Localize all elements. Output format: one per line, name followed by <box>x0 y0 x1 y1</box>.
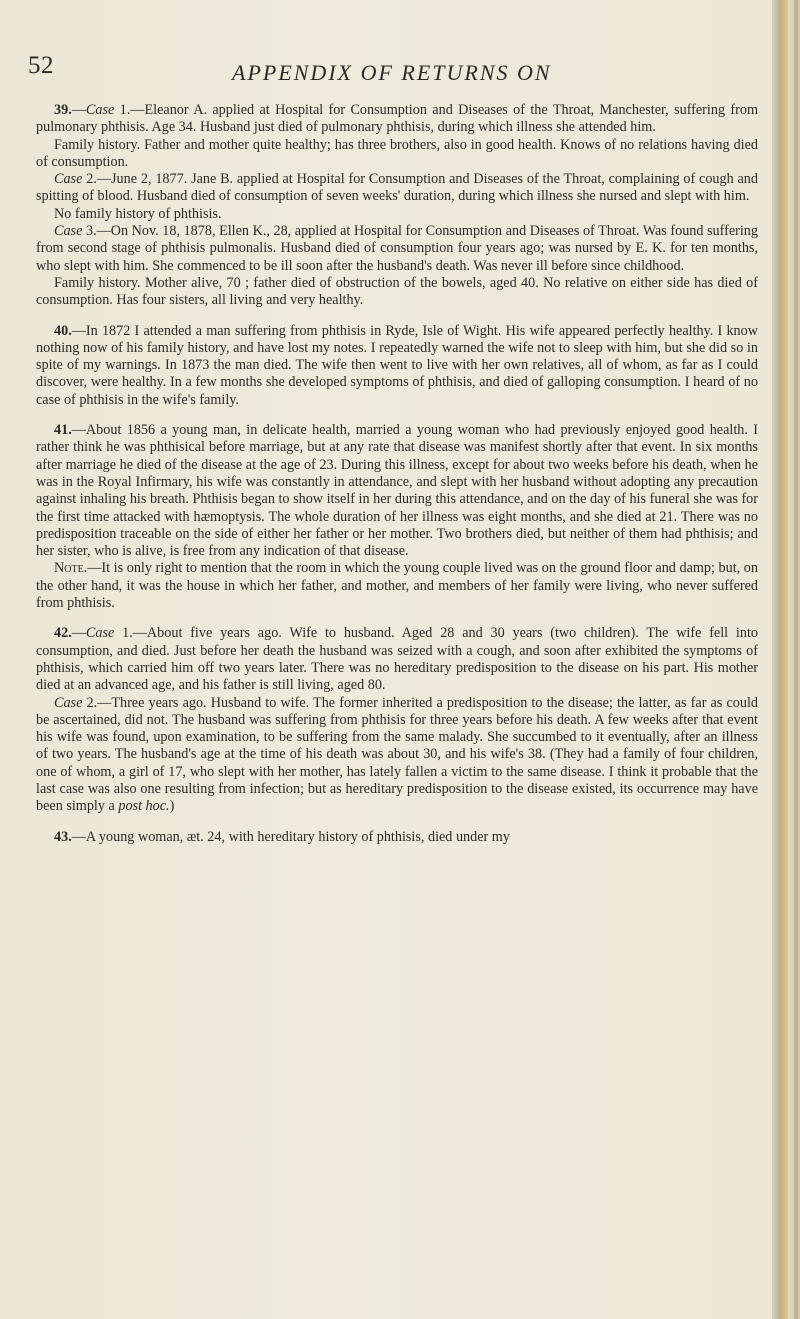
entry-number: 39. <box>54 102 72 118</box>
entry-dash: — <box>71 102 86 118</box>
post-hoc-phrase: post hoc. <box>118 798 170 815</box>
case-text: 3.—On Nov. 18, 1878, Ellen K., 28, applied at Hospital for Consumption and Diseases of Throat. Was found suffering from second stage of phthisis pulmonalis. Husband died of consumption four years ago; was nursed by E. K. for ten months, who slept with him. She commenced to be ill soon after the husband's death. Was never ill before since childhood. <box>36 223 758 274</box>
entry-text: —A young woman, æt. 24, with hereditary history of phthisis, died under my <box>71 828 510 845</box>
family-history: Family history. Mother alive, 70 ; father died of obstruction of the bowels, aged 40. No relative on either side has died of consumption. Has four sisters, all living and very healthy. <box>36 274 758 309</box>
case-text: 2.—Three years ago. Husband to wife. The former inherited a predisposition to the disease; the latter, as far as could be ascertained, did not. The husband was suffering from phthisis for three years before his death. A few weeks after that event his wife was found, upon examination, to be suffering from the same malady. She succumbed to it eventually, after an illness of two years. The husband's age at the time of his death was about 30, and his wife's 38. (They had a family of four children, one of whom, a girl of 17, who slept with her mother, has lately fallen a victim to the same disease. I think it probable that the last case was also one resulting from infection; but as hereditary predisposition to the disease existed, its occurrence may have been simply a <box>36 694 758 815</box>
note-label: Note. <box>54 560 88 577</box>
entry-number: 40. <box>54 322 72 339</box>
edge-stripe <box>794 0 798 1319</box>
entry-41 <box>36 422 758 560</box>
body-text <box>36 102 758 846</box>
case-label: Case <box>54 223 83 240</box>
case-label: Case <box>54 694 83 711</box>
page-number: 52 <box>28 52 54 79</box>
entry-39-case-3 <box>36 223 758 275</box>
entry-42-case-2 <box>36 695 758 816</box>
case-label: Case <box>54 171 83 188</box>
case-text: 2.—June 2, 1877. Jane B. applied at Hospital for Consumption and Diseases of the Throat, complaining of cough and spitting of blood. Husband died of consumption of seven weeks' duration, during which illness she nursed and slept with him. <box>36 171 758 205</box>
running-head: APPENDIX OF RETURNS ON <box>232 60 552 85</box>
entry-number: 41. <box>54 422 72 439</box>
entry-39-case-1 <box>36 102 758 137</box>
case-label: Case <box>85 625 115 642</box>
entry-text: —In 1872 I attended a man suffering from phthisis in Ryde, Isle of Wight. His wife appeared perfectly healthy. I know nothing now of his family history, and have lost my notes. I repeatedly warned the wife not to sleep with him, but she did so in spite of my warnings. In 1873 the man died. The wife then went to live with her own relatives, all of whom, as far as I could discover, were healthy. In a few months she developed symptoms of phthisis, and died of galloping consumption. I heard of no case of phthisis in the wife's family. <box>36 322 758 408</box>
entry-number: 43. <box>54 828 72 845</box>
note-text: —It is only right to mention that the room in which the young couple lived was on the ground floor and damp; but, on the other hand, it was the house in which her father, and mother, and members of her family were living, who never suffered from phthisis. <box>36 560 758 612</box>
entry-43 <box>36 829 758 846</box>
entry-number: 42. <box>54 625 72 642</box>
case-text: 1.—Eleanor A. applied at Hospital for Consumption and Diseases of the Throat, Manchester, suffering from pulmonary phthisis. Age 34. Husband just died of pulmonary phthisis, during which illness she attended him. <box>36 102 758 136</box>
entry-39-case-2 <box>36 171 758 206</box>
entry-text: —About 1856 a young man, in delicate health, married a young woman who had previously enjoyed good health. I rather think he was phthisical before marriage, but at any rate that disease was manifest shortly after that event. In six months after marriage he died of the disease at the age of 23. During this illness, except for about two weeks before his death, when he was in the Royal Infirmary, his wife was constantly in attendance, and slept with her husband without adopting any precaution against inhaling his breath. Phthisis began to show itself in her during this attendance, and on the day of his funeral she was for the first time attacked with hæmoptysis. The whole duration of her illness was eight months, and she died at 21. There was no predisposition traceable on the side of either her father or her mother. Two brothers died, but neither of them had phthisis; and her sister, who is alive, is free from any indication of that disease. <box>36 422 758 560</box>
book-spine-edge <box>772 0 800 1319</box>
entry-40 <box>36 323 758 409</box>
family-history: No family history of phthisis. <box>54 205 222 222</box>
entry-dash: — <box>71 625 86 642</box>
family-history: Family history. Father and mother quite healthy; has three brothers, also in good health. Knows of no relations having died of consumption. <box>36 136 758 170</box>
edge-stripe <box>782 0 788 1319</box>
case-label: Case <box>85 102 115 118</box>
closing-paren: ) <box>169 798 175 815</box>
entry-41-note <box>36 560 758 612</box>
entry-42-case-1 <box>36 625 758 694</box>
case-text: 1.—About five years ago. Wife to husband. Aged 28 and 30 years (two children). The wife fell into consumption, and died. Just before her death the husband was seized with a cough, and soon after exhibited the symptoms of phthisis, which carried him off two years later. There was no hereditary predisposition to the disease on his part. His mother died at an advanced age, and his father is still living, aged 80. <box>36 625 758 694</box>
